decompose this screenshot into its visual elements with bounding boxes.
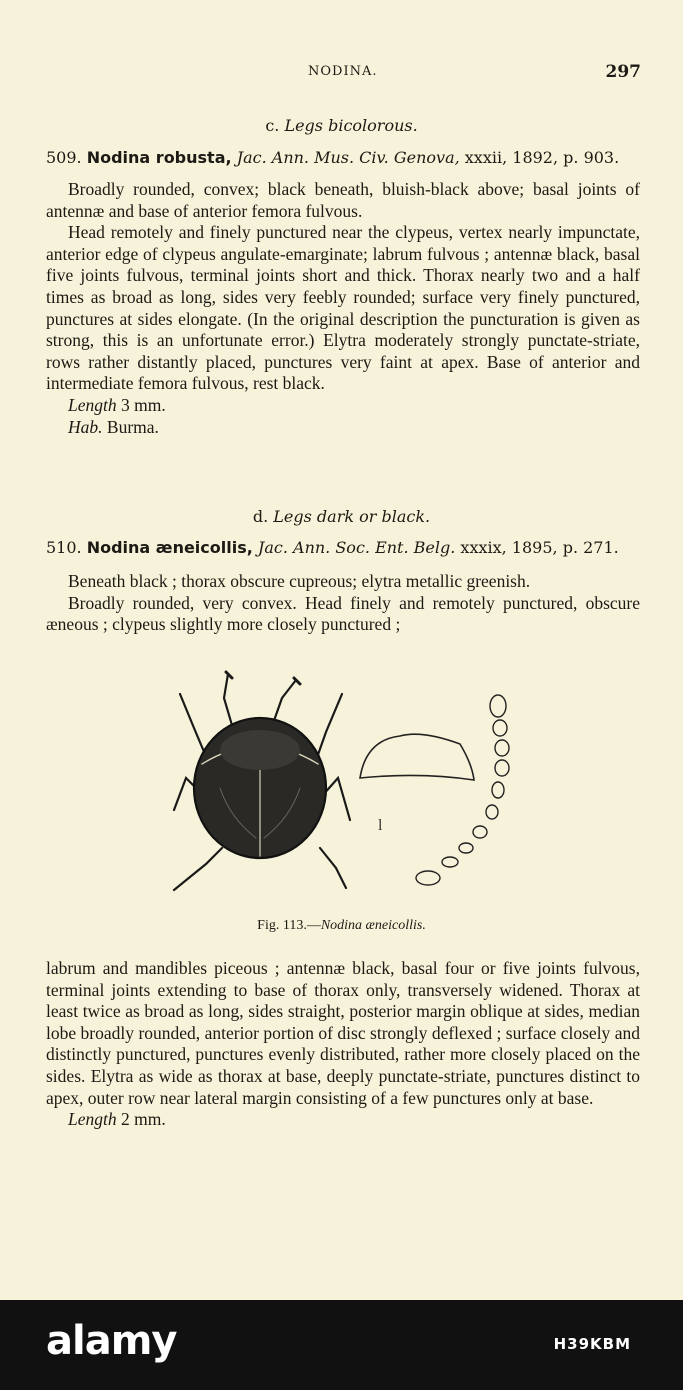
thorax-outline-detail <box>360 734 474 780</box>
description-510-top <box>46 571 640 636</box>
habitat-line <box>46 417 640 439</box>
entry-number: 509. <box>46 148 82 167</box>
stock-image-id: H39KBM <box>553 1335 631 1353</box>
species-entry-510 <box>46 538 642 557</box>
running-header <box>0 62 683 84</box>
entry-number: 510. <box>46 538 82 557</box>
beetle-figure <box>160 668 520 893</box>
length-value: 3 mm. <box>121 394 166 415</box>
paragraph: Broadly rounded, convex; black beneath, bluish-black above; basal joints of antennæ and base of anterior femora fulvous. <box>46 179 640 221</box>
running-title: NODINA. <box>308 64 378 79</box>
beetle-illustration <box>174 672 350 890</box>
paragraph: Broadly rounded, very convex. Head finely and remotely punctured, obscure æneous ; clypeus slightly more closely punctured ; <box>46 592 640 635</box>
length-line <box>46 395 640 417</box>
reference-citation: xxxii, 1892, p. 903. <box>464 148 620 167</box>
detail-mark: l <box>378 817 383 834</box>
paragraph: Beneath black ; thorax obscure cupreous; elytra metallic greenish. <box>68 571 531 591</box>
length-label: Length <box>68 1109 117 1130</box>
section-letter: d. <box>252 507 269 526</box>
antenna-detail <box>416 695 509 885</box>
section-title: Legs bicolorous. <box>284 116 418 135</box>
species-entry-509 <box>46 148 642 167</box>
species-name: Nodina æneicollis, <box>86 538 253 557</box>
figure-caption-text: Nodina æneicollis. <box>320 918 426 933</box>
page-number: 297 <box>605 62 641 82</box>
figure-caption <box>0 918 683 934</box>
reference-journal: Jac. Ann. Soc. Ent. Belg. <box>257 538 456 557</box>
section-heading-c <box>0 116 683 135</box>
description-510-bottom <box>46 958 640 1131</box>
paragraph: Head remotely and finely punctured near the clypeus, vertex nearly impunctate, anterior edge of clypeus angulate-emarginate; labrum fulvous ; antennæ black, basal five joints fulvous, terminal joints short and thick. Thorax nearly two and a half times as broad as long, sides very feebly rounded; surface very finely punctured, punctures at sides elongate. (In the original description the puncturation is given as strong, this is an unfortunate error.) Elytra moderately strongly punctate-striate, rows rather distantly placed, punctures very faint at apex. Base of anterior and intermediate femora fulvous, rest black. <box>46 222 640 394</box>
species-name: Nodina robusta, <box>86 148 232 167</box>
alamy-logo: alamy <box>46 1318 177 1364</box>
habitat-label: Hab. <box>68 416 103 437</box>
description-509 <box>46 179 640 438</box>
section-heading-d <box>0 507 683 526</box>
length-line <box>46 1109 640 1131</box>
figure-label: Fig. 113.— <box>257 918 321 933</box>
reference-citation: xxxix, 1895, p. 271. <box>460 538 619 557</box>
paragraph: labrum and mandibles piceous ; antennæ black, basal four or five joints fulvous, terminal joints extending to base of thorax only, transversely widened. Thorax at least twice as broad as long, sides straight, posterior margin oblique at sides, median lobe broadly rounded, anterior portion of disc strongly deflexed ; surface closely and distinctly punctured, punctures evenly distributed, rather more closely placed on the sides. Elytra as wide as thorax at base, deeply punctate-striate, punctures distinct to apex, outer row near lateral margin consisting of a few punctures only at base. <box>46 958 640 1108</box>
reference-journal: Jac. Ann. Mus. Civ. Genova, <box>236 148 460 167</box>
length-label: Length <box>68 394 117 415</box>
section-letter: c. <box>265 116 280 135</box>
habitat-value: Burma. <box>106 416 159 437</box>
section-title: Legs dark or black. <box>273 507 431 526</box>
length-value: 2 mm. <box>121 1109 166 1130</box>
